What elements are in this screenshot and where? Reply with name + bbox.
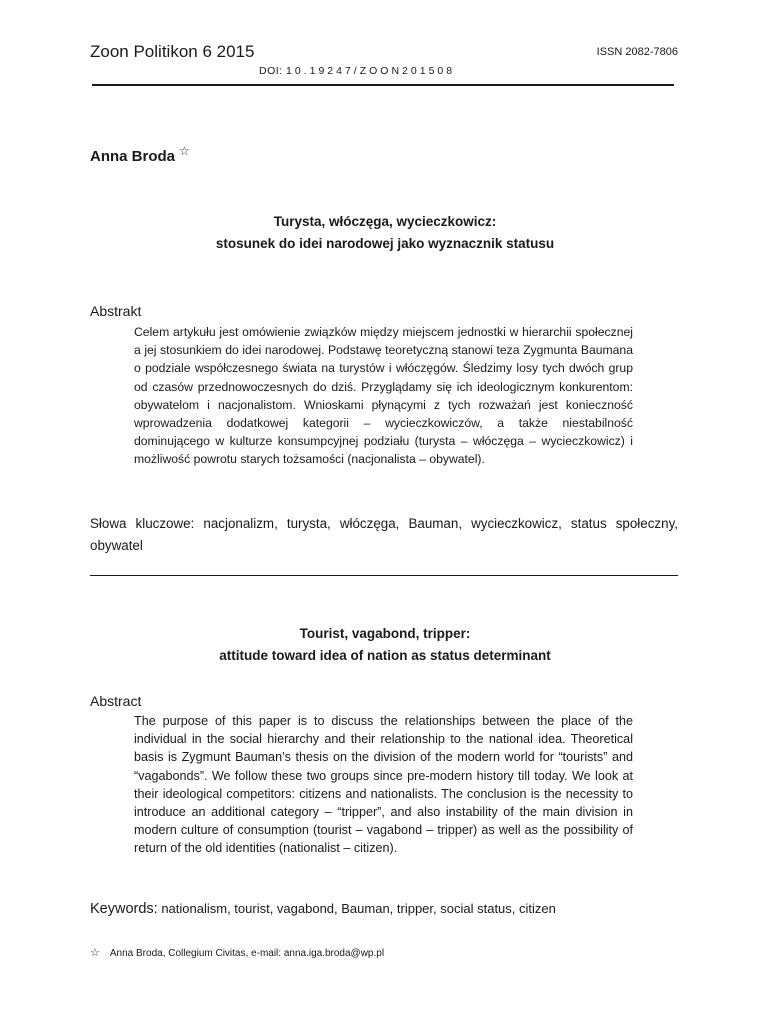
doi — [259, 65, 455, 77]
issn: ISSN 2082-7806 — [596, 46, 678, 58]
title-english-line-2: attitude toward idea of nation as status determinant — [219, 648, 551, 663]
header-rule — [92, 84, 674, 86]
footnote-star-icon[interactable]: ☆ — [179, 144, 190, 158]
abstract-polish: Celem artykułu jest omówienie związków między miejscem jednostki w hierarchii społecznej a jej stosunkiem do idei narodowej. Podstawę teoretyczną stanowi teza Zygmunta Baumana o podziale współczesnego świata na turystów i włóczęgów. Śledzimy losy tych dwóch grup od czasów przednowoczesnych do dziś. Przyglądamy się ich ideologicznym konkurentom: obywatelom i nacjonalistom. Wnioskami płynącymi z tych rozważań jest konieczność wprowadzenia dodatkowej kategorii – wycieczkowiczów, a także niestabilność dominującego w kulturze konsumpcyjnej podziału (turysta – włóczęga – wycieczkowicz) i możliwość powrotu starych tożsamości (nacjonalista – obywatel). — [134, 325, 633, 467]
title-english-line-1: Tourist, vagabond, tripper: — [299, 626, 471, 641]
abstract-heading-polish: Abstrakt — [90, 303, 142, 319]
keywords-english — [90, 901, 556, 917]
journal-title: Zoon Politikon 6 2015 — [90, 42, 255, 61]
title-english — [90, 623, 680, 667]
abstract-english: The purpose of this paper is to discuss the relationships between the place of the individual in the social hierarchy and their relationship to the national idea. Theoretical basis is Zygmunt Bauman’s thesis on the division of the modern world for “tourists” and “vagabonds”. We follow these two groups since pre-modern history till today. We look at their ideological competitors: citizens and nationalists. The conclusion is the necessity to introduce an additional category – “tripper”, and also instability of the main division in modern culture of consumption (tourist – vagabond – tripper) as well as the possibility of return of the old identities (nationalist – citizen). — [134, 714, 633, 856]
doi-label: DOI: — [259, 65, 283, 77]
footnote-star-icon: ☆ — [90, 947, 100, 959]
keywords-list: nationalism, tourist, vagabond, Bauman, tripper, social status, citizen — [157, 901, 556, 916]
title-polish-line-2: stosunek do idei narodowej jako wyznacznik statusu — [215, 236, 555, 251]
author-name: Anna Broda — [90, 148, 176, 165]
footnote — [90, 946, 384, 959]
section-divider — [90, 575, 678, 576]
footnote-text: Anna Broda, Collegium Civitas, e-mail: anna.iga.broda@wp.pl — [109, 948, 385, 959]
keywords-polish: Słowa kluczowe: nacjonalizm, turysta, włóczęga, Bauman, wycieczkowicz, status społeczny, obywatel — [90, 516, 678, 553]
keywords-label: Keywords: — [90, 901, 158, 917]
title-polish — [90, 211, 680, 255]
abstract-heading-english: Abstract — [90, 693, 142, 709]
author-line — [90, 144, 190, 165]
doi-code: 10.19247/ZOON201508 — [286, 65, 456, 77]
title-polish-line-1: Turysta, włóczęga, wycieczkowicz: — [273, 214, 497, 229]
